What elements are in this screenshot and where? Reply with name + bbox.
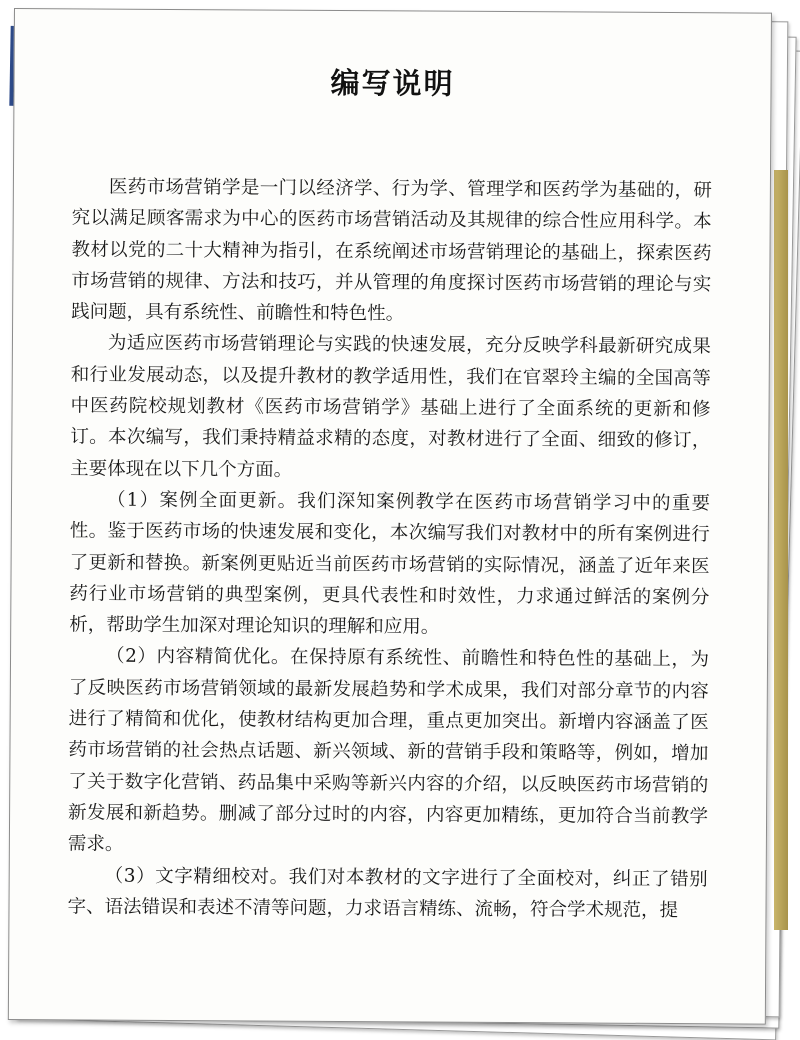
book-cover-edge (774, 170, 788, 930)
document-page (8, 8, 772, 1025)
paragraph: 为适应医药市场营销理论与实践的快速发展，充分反映学科最新研究成果和行业发展动态，以及提升教材的教学适用性，我们在官翠玲主编的全国高等中医药院校规划教材《医药市场营销学》基础上进行了全面系统的更新和修订。本次编写，我们秉持精益求精的态度，对教材进行了全面、细致的修订，主要体现在以下几个方面。 (70, 333, 712, 481)
body-text (67, 171, 712, 926)
paragraph: （3）文字精细校对。我们对本教材的文字进行了全面校对，纠正了错别字、语法错误和表述不清等问题，力求语言精练、流畅，符合学术规范，提 (67, 865, 708, 921)
paragraph: （2）内容精简优化。在保持原有系统性、前瞻性和特色性的基础上，为了反映医药市场营销领域的最新发展趋势和学术成果，我们对部分章节的内容进行了精简和优化，使教材结构更加合理，重点更加突出。新增内容涵盖了医药市场营销的社会热点话题、新兴领域、新的营销手段和策略等，例如，增加了关于数字化营销、药品集中采购等新兴内容的介绍，以反映医药市场营销的新发展和新趋势。删减了部分过时的内容，内容更加精练，更加符合当前教学需求。 (67, 646, 710, 855)
paragraph: 医药市场营销学是一门以经济学、行为学、管理学和医药学为基础的，研究以满足顾客需求为中心的医药市场营销活动及其规律的综合性应用科学。本教材以党的二十大精神为指引，在系统阐述市场营销理论的基础上，探索医药市场营销的规律、方法和技巧，并从管理的角度探讨医药市场营销的理论与实践问题，具有系统性、前瞻性和特色性。 (71, 176, 712, 325)
page-title: 编写说明 (330, 65, 455, 101)
paragraph: （1）案例全面更新。我们深知案例教学在医药市场营销学习中的重要性。鉴于医药市场的快速发展和变化，本次编写我们对教材中的所有案例进行了更新和替换。新案例更贴近当前医药市场营销的实际情况，涵盖了近年来医药行业市场营销的典型案例，更具代表性和时效性，力求通过鲜活的案例分析，帮助学生加深对理论知识的理解和应用。 (69, 489, 711, 638)
